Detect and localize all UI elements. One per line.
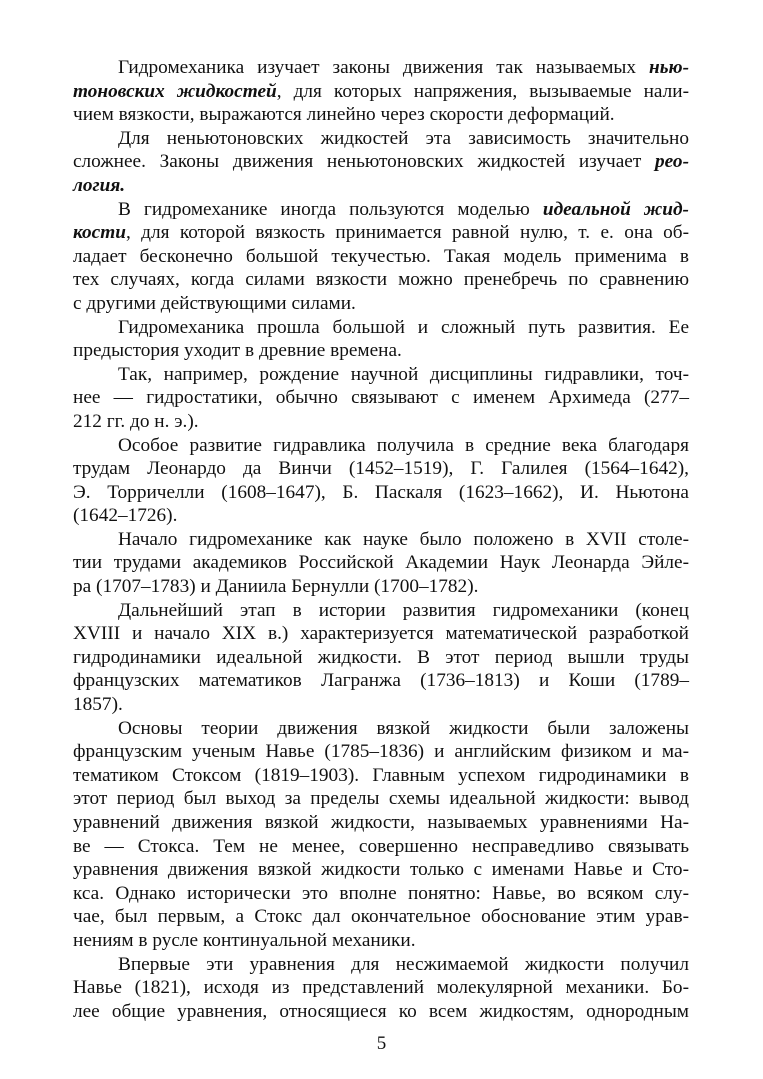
text-line bbox=[73, 882, 689, 906]
text-line bbox=[73, 835, 689, 859]
text-run: Начало гидромеханике как науке было положено в XVII столе- bbox=[118, 528, 689, 550]
text-run: Так, например, рождение научной дисциплины гидравлики, точ- bbox=[118, 363, 689, 385]
text-run: сложнее. Законы движения неньютоновских жидкостей изучает bbox=[73, 151, 655, 173]
text-line bbox=[73, 858, 689, 882]
text-line bbox=[73, 764, 689, 788]
text-line bbox=[73, 457, 689, 481]
text-run: уравнения движения вязкой жидкости только с именами Навье и Сто- bbox=[73, 859, 689, 881]
text-line bbox=[73, 127, 689, 151]
text-line bbox=[73, 740, 689, 764]
text-line bbox=[73, 80, 689, 104]
page-number: 5 bbox=[376, 1033, 387, 1054]
text-line bbox=[73, 929, 689, 953]
text-run: 212 гг. до н. э.). bbox=[73, 410, 199, 432]
text-line bbox=[73, 717, 689, 741]
text-run: Навье (1821), исходя из представлений молекулярной механики. Бо- bbox=[73, 977, 689, 999]
text-run: лее общие уравнения, относящиеся ко всем жидкостям, однородным bbox=[73, 1000, 689, 1022]
text-run: предыстория уходит в древние времена. bbox=[73, 340, 402, 362]
text-line bbox=[73, 976, 689, 1000]
text-run: тии трудами академиков Российской Академии Наук Леонарда Эйле- bbox=[73, 552, 689, 574]
text-run: Для неньютоновских жидкостей эта зависимость значительно bbox=[118, 127, 689, 149]
text-run: нее — гидростатики, обычно связывают с именем Архимеда (277– bbox=[73, 387, 689, 409]
text-line bbox=[73, 363, 689, 387]
text-line bbox=[73, 504, 689, 528]
text-run: Особое развитие гидравлика получила в средние века благодаря bbox=[118, 434, 689, 456]
text-line bbox=[73, 693, 689, 717]
text-line bbox=[73, 103, 689, 127]
text-line bbox=[73, 150, 689, 174]
text-line bbox=[73, 646, 689, 670]
text-line bbox=[73, 245, 689, 269]
text-run: , для которых напряжения, вызываемые нали- bbox=[276, 80, 689, 102]
text-run: ве — Стокса. Тем не менее, совершенно несправедливо связывать bbox=[73, 835, 689, 857]
text-line bbox=[73, 622, 689, 646]
text-line bbox=[73, 575, 689, 599]
text-run: Основы теории движения вязкой жидкости были заложены bbox=[118, 717, 689, 739]
text-run: (1642–1726). bbox=[73, 505, 178, 527]
text-line bbox=[73, 386, 689, 410]
text-run: этот период был выход за пределы схемы идеальной жидкости: вывод bbox=[73, 788, 689, 810]
text-line bbox=[73, 528, 689, 552]
text-line bbox=[73, 268, 689, 292]
text-line bbox=[73, 56, 689, 80]
text-run: трудам Леонардо да Винчи (1452–1519), Г. Галилея (1564–1642), bbox=[73, 458, 689, 480]
text-run: чае, был первым, а Стокс дал окончательное обоснование этим урав- bbox=[73, 906, 689, 928]
text-run: Впервые эти уравнения для несжимаемой жидкости получил bbox=[118, 953, 689, 975]
text-line bbox=[73, 339, 689, 363]
text-run: В гидромеханике иногда пользуются моделью bbox=[118, 198, 543, 220]
text-run: уравнений движения вязкой жидкости, называемых уравнениями На- bbox=[73, 812, 689, 833]
text-run: тематиком Стоксом (1819–1903). Главным успехом гидродинамики в bbox=[73, 764, 689, 786]
text-run: Дальнейший этап в истории развития гидромеханики (конец bbox=[118, 599, 689, 621]
text-run: гидродинамики идеальной жидкости. В этот период вышли труды bbox=[73, 646, 689, 668]
text-line bbox=[73, 551, 689, 575]
text-line bbox=[73, 434, 689, 458]
text-run: Э. Торричелли (1608–1647), Б. Паскаля (1623–1662), И. Ньютона bbox=[73, 481, 689, 503]
text-run: французским ученым Навье (1785–1836) и английским физиком и ма- bbox=[73, 741, 689, 763]
text-run: ладает бесконечно большой текучестью. Такая модель применима в bbox=[73, 245, 689, 267]
text-run: Гидромеханика прошла большой и сложный путь развития. Ее bbox=[118, 316, 689, 338]
text-line bbox=[73, 174, 689, 198]
text-line bbox=[73, 410, 689, 434]
emphasized-term: логия. bbox=[73, 174, 126, 196]
text-line bbox=[73, 316, 689, 340]
emphasized-term: рео- bbox=[654, 151, 689, 173]
text-line bbox=[73, 787, 689, 811]
text-line bbox=[73, 481, 689, 505]
text-line bbox=[73, 292, 689, 316]
text-run: французских математиков Лагранжа (1736–1813) и Коши (1789– bbox=[73, 670, 689, 692]
text-line bbox=[73, 1000, 689, 1024]
text-run: Гидромеханика изучает законы движения так называемых bbox=[118, 57, 649, 78]
text-run: чием вязкости, выражаются линейно через скорости деформаций. bbox=[73, 104, 615, 126]
body-text bbox=[73, 56, 689, 1023]
text-line bbox=[73, 953, 689, 977]
emphasized-term: кости bbox=[73, 222, 126, 244]
text-line bbox=[73, 599, 689, 623]
emphasized-term: нью- bbox=[648, 57, 689, 78]
text-run: ра (1707–1783) и Даниила Бернулли (1700–1782). bbox=[73, 576, 479, 598]
text-run: XVIII и начало XIX в.) характеризуется математической разработкой bbox=[73, 623, 689, 645]
text-run: тех случаях, когда силами вязкости можно пренебречь по сравнению bbox=[73, 269, 689, 291]
text-run: , для которой вязкость принимается равной нулю, т. е. она об- bbox=[125, 222, 689, 244]
text-run: кса. Однако исторически это вполне понятно: Навье, во всяком слу- bbox=[73, 882, 689, 904]
text-line bbox=[73, 669, 689, 693]
text-run: 1857). bbox=[73, 694, 123, 716]
text-run: нениям в русле континуальной механики. bbox=[73, 929, 416, 951]
text-line bbox=[73, 221, 689, 245]
text-line bbox=[73, 905, 689, 929]
emphasized-term: тоновских жидкостей bbox=[73, 80, 277, 102]
emphasized-term: идеальной жид- bbox=[542, 198, 689, 220]
text-line bbox=[73, 198, 689, 222]
text-run: с другими действующими силами. bbox=[73, 292, 356, 314]
text-line bbox=[73, 811, 689, 835]
